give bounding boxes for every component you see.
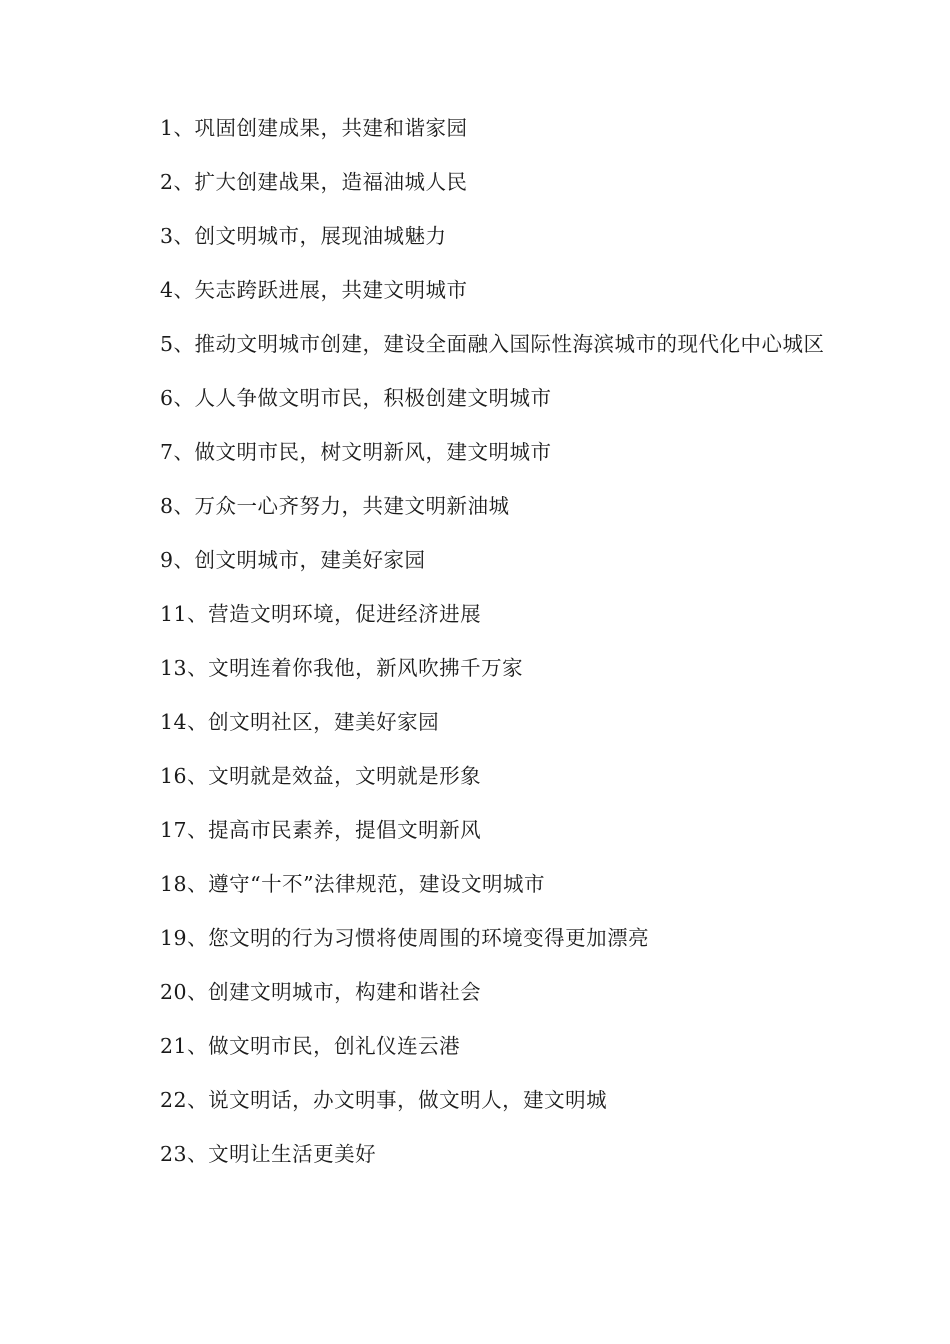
slogan-item: 8、万众一心齐努力，共建文明新油城 xyxy=(160,494,510,518)
slogan-item: 6、人人争做文明市民，积极创建文明城市 xyxy=(160,386,552,410)
slogan-item: 14、创文明社区，建美好家园 xyxy=(160,710,440,734)
slogan-item: 3、创文明城市，展现油城魅力 xyxy=(160,224,447,248)
slogan-item: 17、提高市民素养，提倡文明新风 xyxy=(160,818,482,842)
slogan-item: 5、推动文明城市创建，建设全面融入国际性海滨城市的现代化中心城区 xyxy=(160,332,825,356)
slogan-item: 9、创文明城市，建美好家园 xyxy=(160,548,426,572)
slogan-item: 4、矢志跨跃进展，共建文明城市 xyxy=(160,278,468,302)
slogan-item: 16、文明就是效益，文明就是形象 xyxy=(160,764,482,788)
slogan-item: 18、遵守“十不”法律规范，建设文明城市 xyxy=(160,872,546,896)
slogan-item: 11、营造文明环境，促进经济进展 xyxy=(160,602,482,626)
slogan-item: 1、巩固创建成果，共建和谐家园 xyxy=(160,116,468,140)
slogan-item: 23、文明让生活更美好 xyxy=(160,1142,377,1166)
slogan-list xyxy=(115,110,835,1190)
slogan-item: 13、文明连着你我他，新风吹拂千万家 xyxy=(160,656,524,680)
slogan-item: 22、说文明话，办文明事，做文明人，建文明城 xyxy=(160,1088,608,1112)
slogan-item: 21、做文明市民，创礼仪连云港 xyxy=(160,1034,461,1058)
slogan-item: 2、扩大创建战果，造福油城人民 xyxy=(160,170,468,194)
slogan-item: 19、您文明的行为习惯将使周围的环境变得更加漂亮 xyxy=(160,926,650,950)
slogan-item: 20、创建文明城市，构建和谐社会 xyxy=(160,980,482,1004)
slogan-item: 7、做文明市民，树文明新风，建文明城市 xyxy=(160,440,552,464)
